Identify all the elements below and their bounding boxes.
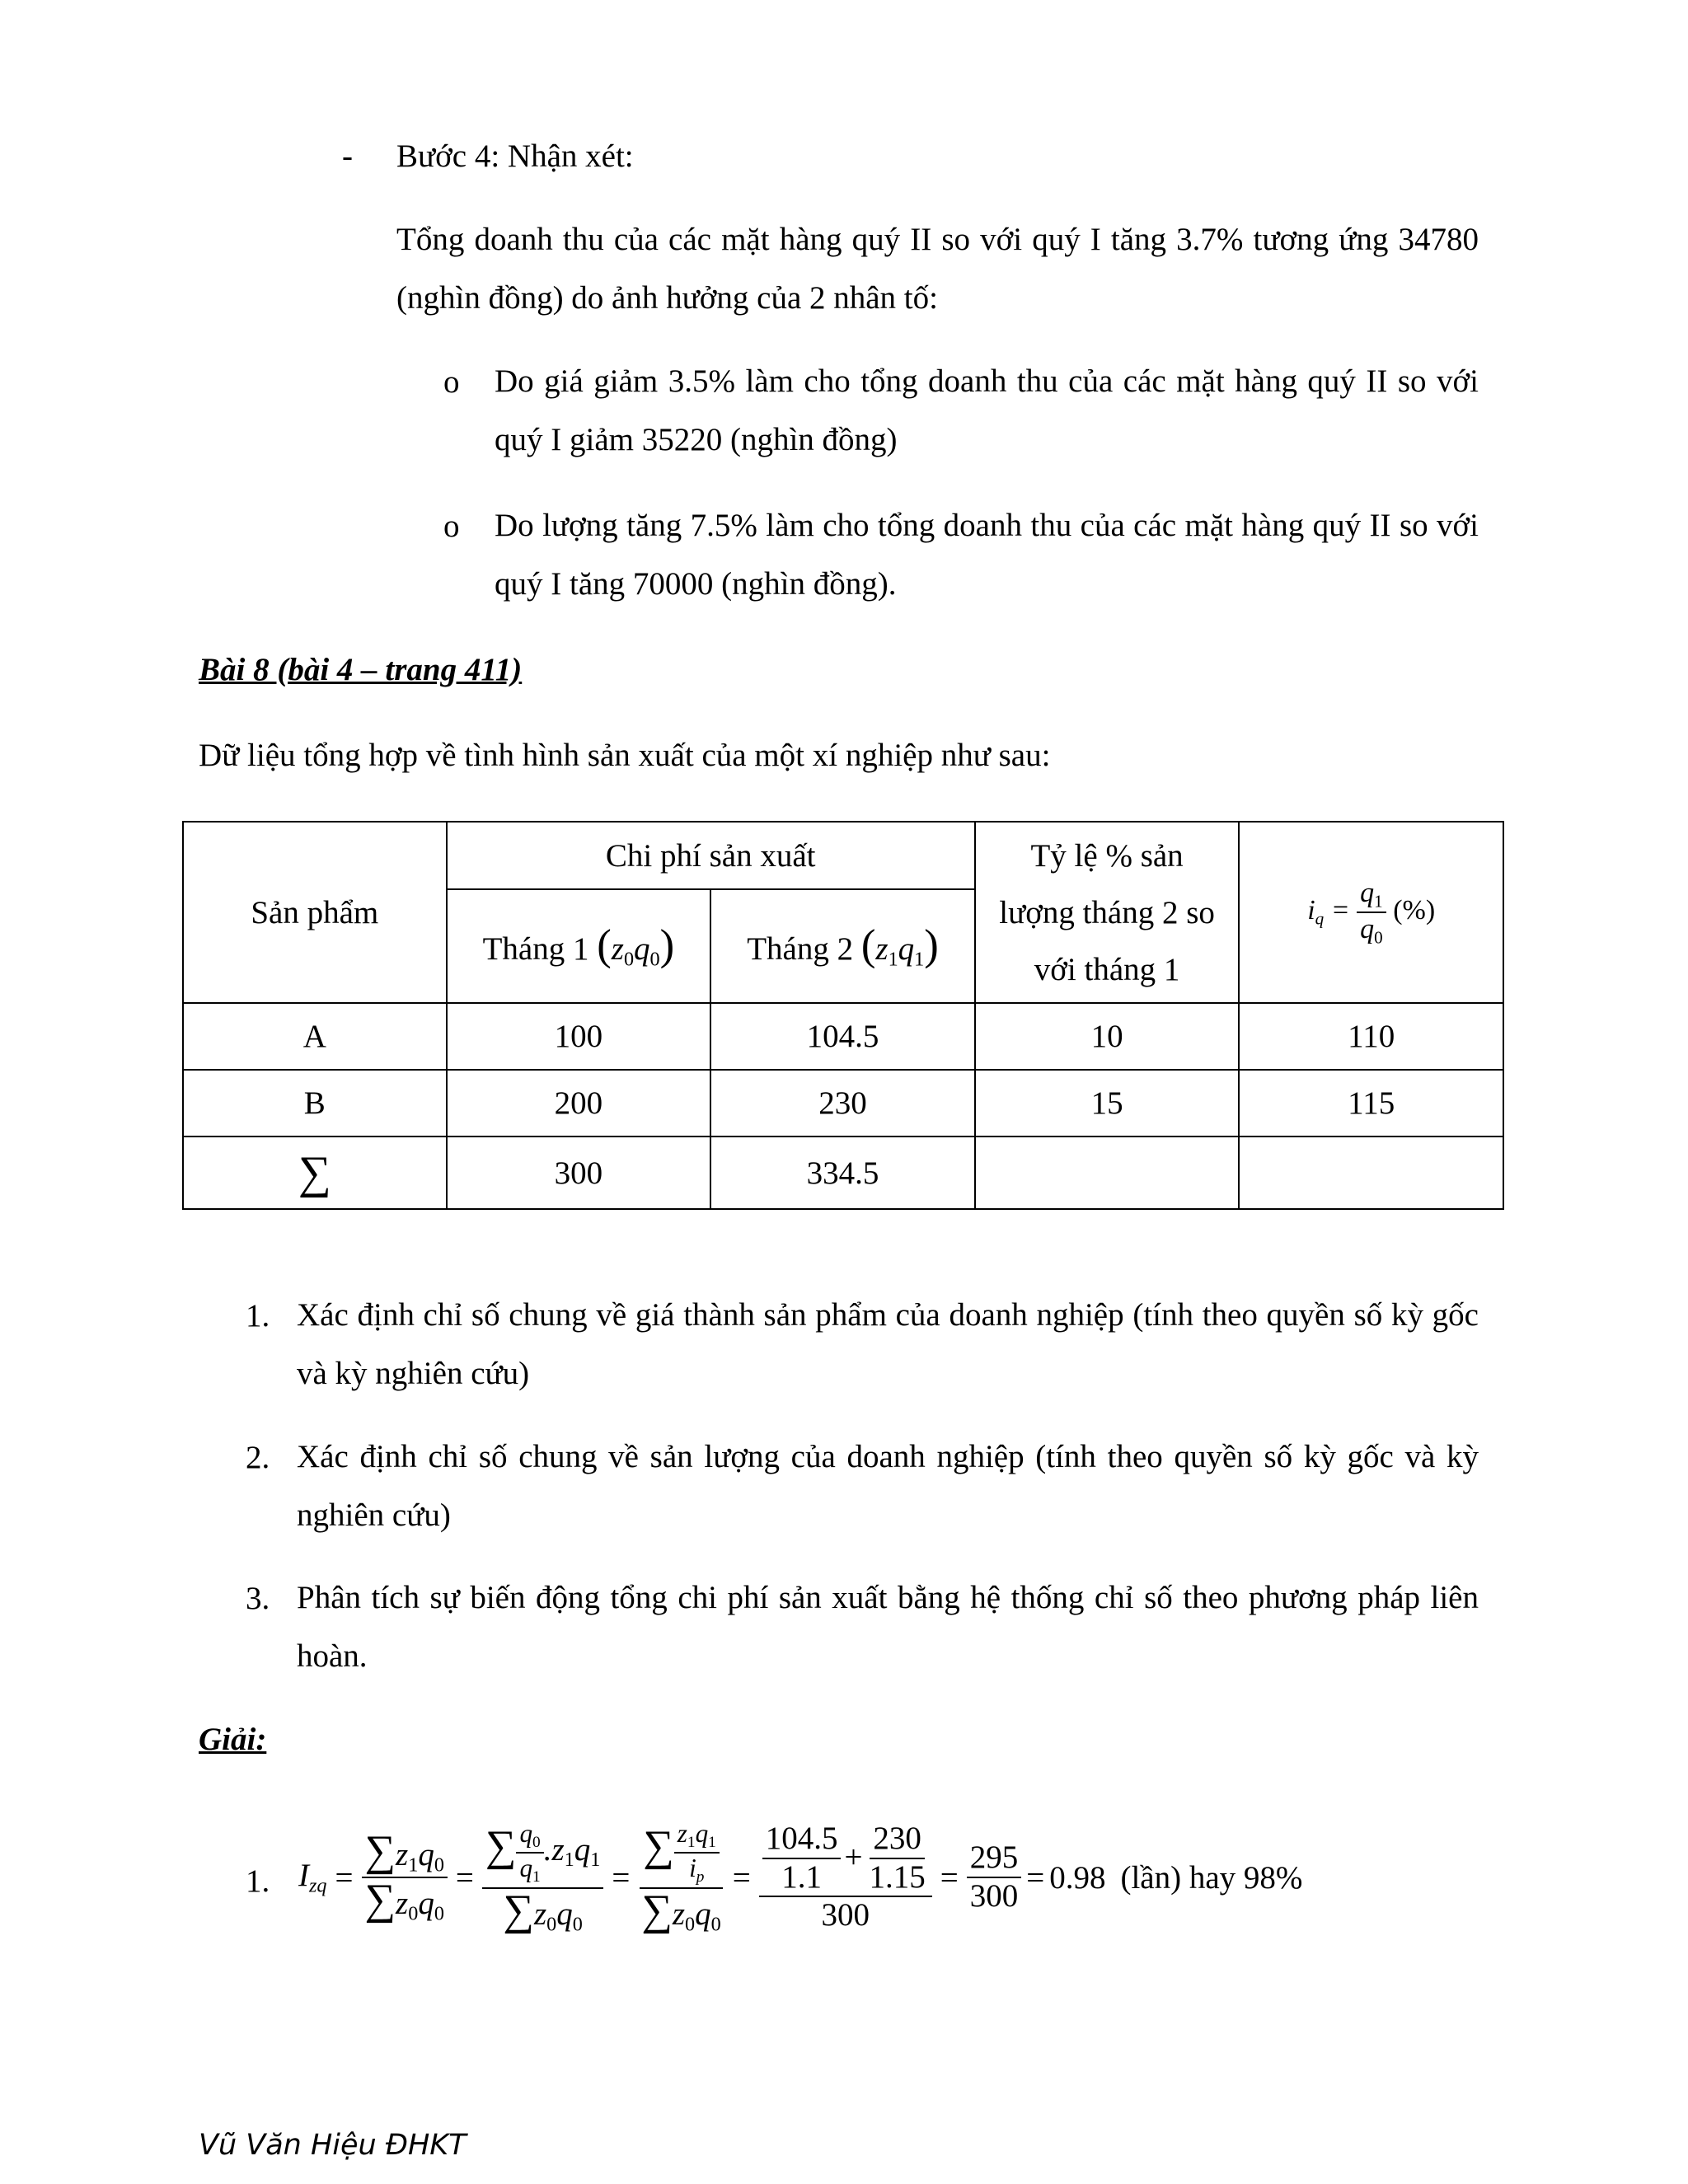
cell-iq: 110 — [1239, 1003, 1503, 1070]
cell-iq: 115 — [1239, 1070, 1503, 1137]
formula-number: 1. — [246, 1863, 270, 1899]
header-iq-formula: iq = $\frac{q_1}{q_0}$ (%) — [1239, 822, 1503, 1003]
question-number-2: 2. — [246, 1440, 270, 1475]
formula-result: 0.98 — [1049, 1859, 1106, 1896]
cell-ratio: 15 — [975, 1070, 1240, 1137]
question-number-1: 1. — [246, 1298, 270, 1333]
formula-fnum: 295 — [967, 1840, 1022, 1878]
cell-product: A — [183, 1003, 447, 1070]
formula-den: 300 — [821, 1897, 870, 1933]
header-cost: Chi phí sản xuất — [447, 822, 975, 889]
formula-n1: 104.5 — [762, 1821, 842, 1859]
question-text-2: Xác định chỉ số chung về sản lượng của doanh nghiệp (tính theo quyền số kỳ gốc và kỳ nghiên cứu) — [297, 1439, 1479, 1533]
header-ratio-text: Tỷ lệ % sản lượng tháng 2 so với tháng 1 — [999, 837, 1215, 987]
sigma-symbol: ∑ — [183, 1137, 447, 1209]
question-text-1: Xác định chỉ số chung về giá thành sản phẩm của doanh nghiệp (tính theo quyền số kỳ gốc và kỳ nghiên cứu) — [297, 1297, 1479, 1391]
question-text-3: Phân tích sự biến động tổng chi phí sản xuất bằng hệ thống chỉ số theo phương pháp liên hoàn. — [297, 1580, 1479, 1674]
table-row — [183, 1003, 1503, 1070]
price-index-formula: Izq = $\frac{\sum z_1q_0}{\sum z_0q_0}$ = ∑ $\frac{q_0}{q_1}$ $.z_1q_1$ $\sum z_0q_0$ = ∑ $\frac{z_1q_1}{ip}$ $\sum z_0q_0$ = $\frac{104.5}{1.1}$ + $\frac{230}{1.15}$ 300 = $\frac{295}{300}$ = 0.98 (lần) hay 98% — [298, 1819, 1303, 1935]
cell-ratio: 10 — [975, 1003, 1240, 1070]
summary-paragraph: Tổng doanh thu của các mặt hàng quý II so với quý I tăng 3.7% tương ứng 34780 (nghìn đồng) do ảnh hưởng của 2 nhân tố: — [396, 222, 1479, 316]
solution-title: Giải: — [199, 1722, 267, 1757]
formula-d2: 1.15 — [869, 1858, 926, 1895]
production-table — [182, 821, 1504, 1210]
question-number-3: 3. — [246, 1581, 270, 1616]
total-month1: 300 — [447, 1137, 711, 1209]
footer-author: Vũ Văn Hiệu ĐHKT — [199, 2129, 467, 2162]
header-month2: Tháng 2 $(z_1q_1)$ — [710, 889, 975, 1003]
formula-suffix: (lần) hay 98% — [1120, 1859, 1303, 1896]
table-total-row — [183, 1137, 1503, 1209]
intro-text: Dữ liệu tổng hợp về tình hình sản xuất của một xí nghiệp như sau: — [199, 738, 1051, 773]
cell-month2: 230 — [710, 1070, 975, 1137]
step4-bullet: - — [342, 138, 353, 174]
factor-text-1: Do giá giảm 3.5% làm cho tổng doanh thu của các mặt hàng quý II so với quý I giảm 35220 (nghìn đồng) — [495, 363, 1479, 457]
header-month1: Tháng 1 $(z_0q_0)$ — [447, 889, 711, 1003]
cell-product: B — [183, 1070, 447, 1137]
factor-bullet-1: o — [443, 364, 460, 400]
table-row — [183, 1070, 1503, 1137]
total-month2: 334.5 — [710, 1137, 975, 1209]
header-product: Sản phẩm — [183, 822, 447, 1003]
exercise-title: Bài 8 (bài 4 – trang 411) — [199, 652, 523, 687]
total-iq — [1239, 1137, 1503, 1209]
cell-month2: 104.5 — [710, 1003, 975, 1070]
total-ratio — [975, 1137, 1240, 1209]
step4-label: Bước 4: Nhận xét: — [396, 138, 634, 174]
formula-d1: 1.1 — [781, 1858, 822, 1895]
cell-month1: 200 — [447, 1070, 711, 1137]
factor-text-2: Do lượng tăng 7.5% làm cho tổng doanh thu của các mặt hàng quý II so với quý I tăng 70000 (nghìn đồng). — [495, 508, 1479, 602]
formula-n2: 230 — [870, 1821, 925, 1859]
cell-month1: 100 — [447, 1003, 711, 1070]
factor-bullet-2: o — [443, 509, 460, 544]
header-ratio — [975, 822, 1240, 1003]
formula-fden: 300 — [969, 1878, 1019, 1914]
